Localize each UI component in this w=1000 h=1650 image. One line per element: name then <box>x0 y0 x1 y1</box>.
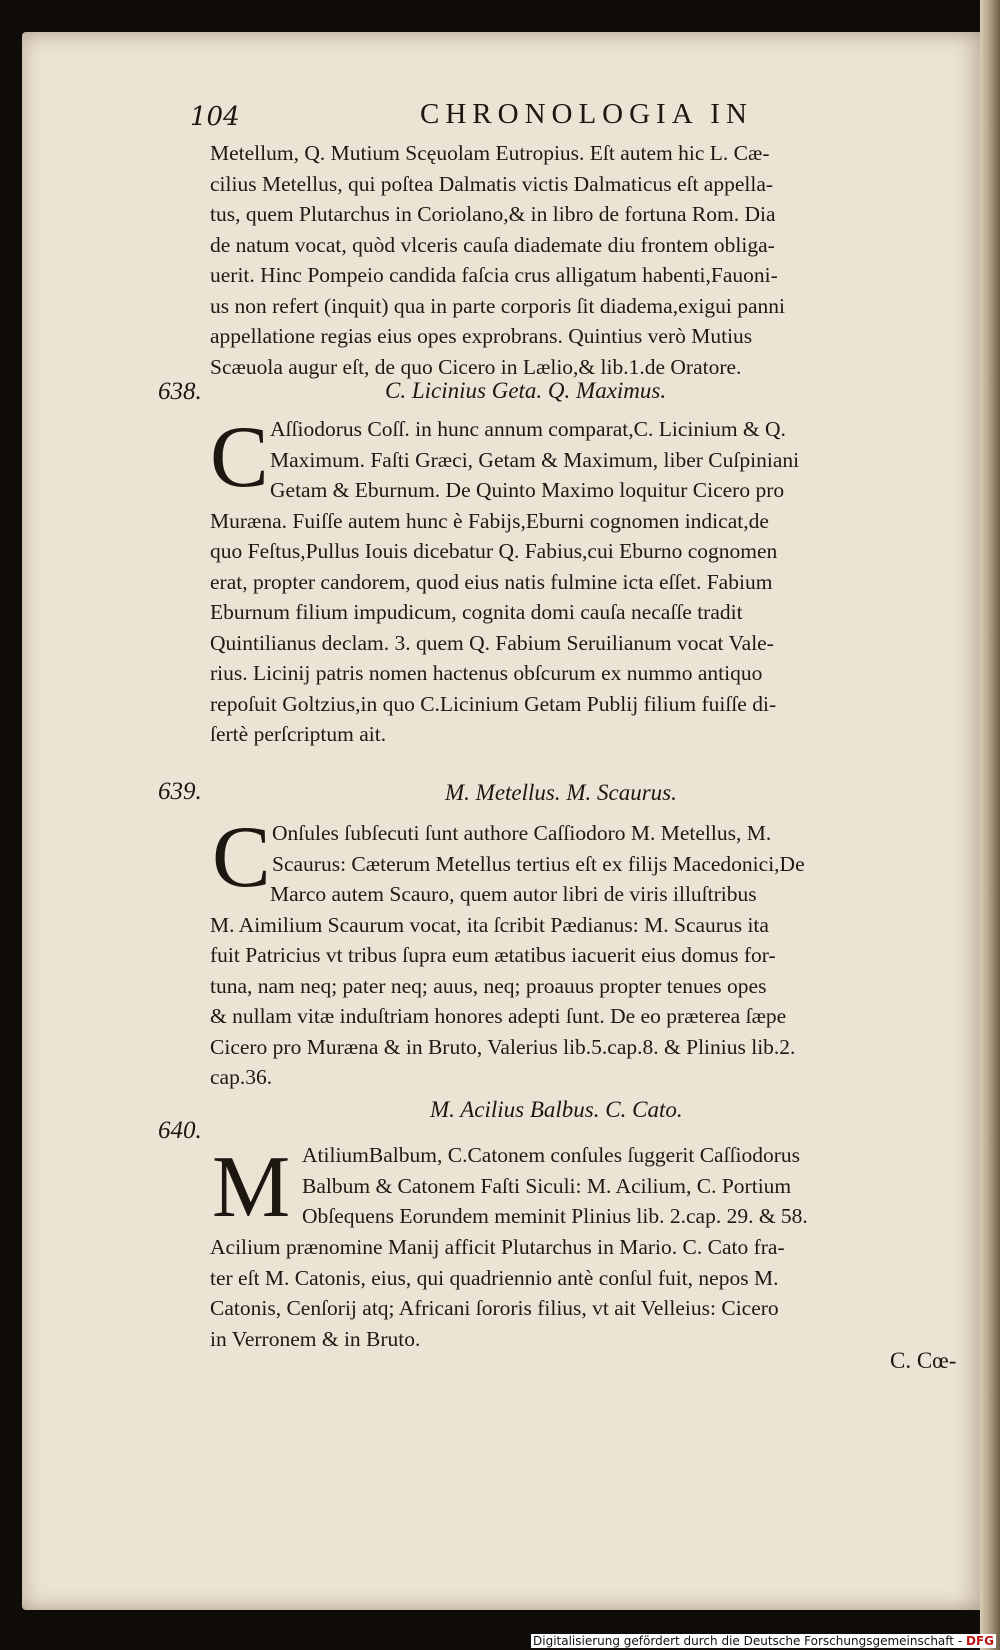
page-edge <box>980 0 1000 1650</box>
section-paragraph-indent <box>302 1140 930 1232</box>
catchword: C. Cœ- <box>890 1348 957 1373</box>
text-line: Metellum, Q. Mutium Scęuolam Eutropius. Eſt autem hic L. Cæ- <box>210 141 770 165</box>
section-heading: M. Metellus. M. Scaurus. <box>445 780 677 805</box>
drop-cap: M <box>212 1139 291 1236</box>
folio-number: 104 <box>190 102 240 132</box>
text-line: tus, quem Plutarchus in Coriolano,& in libro de fortuna Rom. Dia <box>210 202 776 226</box>
section-paragraph-indent <box>270 414 930 475</box>
page-header <box>190 98 920 138</box>
footer-text: Digitalisierung gefördert durch die Deutsche Forschungsgemeinschaft - <box>533 1634 963 1648</box>
text-line: Cicero pro Muræna & in Bruto, Valerius lib.5.cap.8. & Plinius lib.2. <box>210 1034 796 1059</box>
year-marker: 640. <box>158 1117 202 1144</box>
text-line: de natum vocat, quòd vlceris cauſa diademate diu frontem obliga- <box>210 232 775 257</box>
section-heading: C. Licinius Geta. Q. Maximus. <box>385 378 667 403</box>
text-line: in Verronem & in Bruto. <box>210 1326 421 1351</box>
text-line: Maximum. Faſti Græci, Getam & Maximum, liber Cuſpiniani <box>270 447 800 472</box>
text-line: ter eſt M. Catonis, eius, qui quadriennio antè conſul fuit, nepos M. <box>210 1265 779 1290</box>
text-line: Scaurus: Cæterum Metellus tertius eſt ex filijs Macedonici,De <box>272 851 805 876</box>
text-line: ſertè perſcriptum ait. <box>210 722 387 746</box>
digitization-footer <box>531 1634 996 1648</box>
text-line: Quintilianus declam. 3. quem Q. Fabium Seruilianum vocat Vale- <box>210 630 774 655</box>
text-line: rius. Licinij patris nomen hactenus obſcurum ex nummo antiquo <box>210 661 763 685</box>
drop-cap: C <box>210 409 269 506</box>
text-line: Catonis, Cenſorij atq; Africani ſororis filius, vt ait Velleius: Cicero <box>210 1296 779 1320</box>
text-line: cap.36. <box>210 1065 273 1089</box>
section-paragraph <box>210 1232 930 1354</box>
text-line: Eburnum filium impudicum, cognita domi cauſa necaſſe tradit <box>210 600 743 624</box>
running-title: CHRONOLOGIA IN <box>420 98 753 130</box>
dfg-logo: DFG <box>965 1634 994 1648</box>
text-line: repoſuit Goltzius,in quo C.Licinium Getam Publij filium fuiſſe di- <box>210 691 777 716</box>
text-line: Acilium prænomine Manij afficit Plutarchus in Mario. C. Cato fra- <box>210 1235 785 1259</box>
text-line: M. Aimilium Scaurum vocat, ita ſcribit Pædianus: M. Scaurus ita <box>210 912 769 937</box>
text-line: Obſequens Eorundem meminit Plinius lib. 2.cap. 29. & 58. <box>302 1204 808 1228</box>
text-line: quo Feſtus,Pullus Iouis dicebatur Q. Fabius,cui Eburno cognomen <box>210 539 778 563</box>
text-line: Scæuola augur eſt, de quo Cicero in Lælio,& lib.1.de Oratore. <box>210 354 742 379</box>
drop-cap: C <box>212 809 271 906</box>
text-line: Marco autem Scauro, quem autor libri de viris illuſtribus <box>270 882 757 906</box>
text-line: tuna, nam neq; pater neq; auus, neq; proauus propter tenues opes <box>210 973 767 998</box>
section-paragraph <box>210 879 930 1093</box>
section-paragraph <box>210 475 930 750</box>
text-line: appellatione regias eius opes exprobrans. Quintius verò Mutius <box>210 324 753 348</box>
text-line: cilius Metellus, qui poſtea Dalmatis victis Dalmaticus eſt appella- <box>210 171 774 196</box>
text-line: Onſules ſubſecuti ſunt authore Caſſiodoro M. Metellus, M. <box>272 821 772 845</box>
scan-background-top <box>0 0 1000 30</box>
text-line: uerit. Hinc Pompeio candida faſcia crus alligatum habenti,Fauoni- <box>210 263 778 287</box>
text-line: erat, propter candorem, quod eius natis fulmine icta eſſet. Fabium <box>210 569 773 594</box>
text-line: Muræna. Fuiſſe autem hunc è Fabijs,Eburni cognomen indicat,de <box>210 508 769 533</box>
text-line: Getam & Eburnum. De Quinto Maximo loquitur Cicero pro <box>270 478 785 502</box>
intro-paragraph <box>210 138 922 382</box>
section-heading: M. Acilius Balbus. C. Cato. <box>430 1097 683 1122</box>
text-line: fuit Patricius vt tribus ſupra eum ætatibus iacuerit eius domus for- <box>210 943 776 967</box>
text-line: AtiliumBalbum, C.Catonem conſules ſuggerit Caſſiodorus <box>302 1143 801 1167</box>
section-paragraph-indent <box>272 818 930 879</box>
year-marker: 639. <box>158 778 202 805</box>
year-marker: 638. <box>158 378 202 405</box>
text-line: Balbum & Catonem Faſti Siculi: M. Acilium, C. Portium <box>302 1173 792 1198</box>
text-line: Aſſiodorus Coſſ. in hunc annum comparat,C. Licinium & Q. <box>270 417 786 441</box>
text-line: us non refert (inquit) qua in parte corporis ſit diadema,exigui panni <box>210 293 785 318</box>
text-line: & nullam vitæ induſtriam honores adepti ſunt. De eo præterea ſæpe <box>210 1004 787 1028</box>
